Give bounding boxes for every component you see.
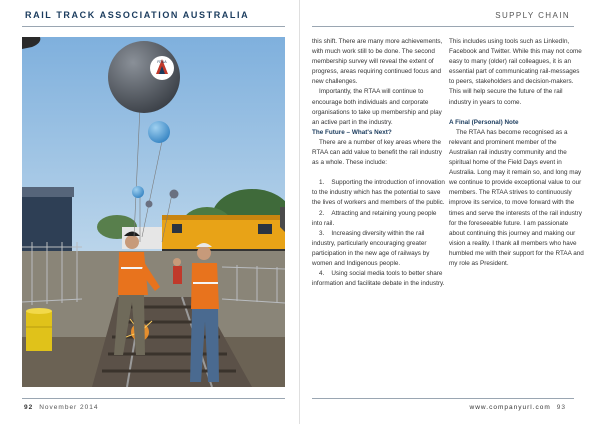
website-url[interactable]: www.companyurl.com (469, 404, 551, 411)
footer-rule (312, 398, 574, 399)
section-heading: A Final (Personal) Note (449, 118, 519, 126)
footer-right (470, 404, 566, 411)
paragraph: The RTAA has become recognised as a relevant and prominent member of the Australian rail industry community and the spiritual home of the Field Days event in Australia. Long may it remain so, and long may we continue to provide exceptional value to our members. The RTAA strives to continuously improve its service, to move forward with the times and serve the interests of the rail industry for the foreseeable future. I am passionate about continuing this journey and making our vision a reality. I thank all members who have humbled me with their support for the RTAA and my role as President. (449, 128, 584, 267)
paragraph: Importantly, the RTAA will continue to encourage both individuals and corporate organisations to take up membership and play an active part in the industry. (312, 88, 442, 126)
balloon-blue-small (132, 186, 144, 198)
footer-left (24, 404, 98, 411)
section-title: SUPPLY CHAIN (495, 11, 570, 20)
balloon-grey-small (146, 201, 153, 208)
issue-date: November 2014 (39, 404, 99, 411)
yellow-drum (26, 308, 52, 351)
balloon-blue (148, 121, 170, 143)
feature-photo (22, 37, 285, 387)
balloon-large (108, 41, 180, 113)
footer-rule (22, 398, 285, 399)
header-rule (22, 26, 285, 27)
list-item: 3. Increasing diversity within the rail industry, particularly encouraging greater participation in the new age of railways by women and Indigenous people. (312, 229, 430, 267)
header-rule (312, 26, 574, 27)
article-column-1 (312, 37, 447, 289)
page-number: 92 (24, 404, 34, 411)
paragraph: This includes using tools such as LinkedIn, Facebook and Twitter. While this may not come easy to many (older) rail colleagues, it is an essential part of communicating rail-messages to peers, stakeholders and decision-makers. This will help secure the future of the rail industry in years to come. (449, 38, 582, 106)
paragraph: There are a number of key areas where the RTAA can add value to benefit the rail industry as a whole. These include: (312, 138, 442, 167)
balloon-grey-small (170, 190, 179, 199)
magazine-title: RAIL TRACK ASSOCIATION AUSTRALIA (25, 10, 250, 20)
paragraph: this shift. There are many more achievements, with much work still to be done. The second membership survey will reveal the extent of progress, areas requiring continued focus and new challenges. (312, 38, 443, 86)
page-number: 93 (556, 404, 566, 411)
balloon-logo: RTAA (157, 60, 167, 64)
list-item: 4. Using social media tools to better share information and facilitate debate in the industry. (312, 270, 445, 288)
list-item: 2. Attracting and retaining young people into rail. (312, 209, 437, 227)
worker-background (173, 258, 182, 284)
list-item: 1. Supporting the introduction of innovation to the industry which has the potential to save the lives of workers and members of the public. (312, 179, 445, 207)
section-heading: The Future – What's Next? (312, 128, 392, 136)
article-column-2 (449, 37, 584, 269)
